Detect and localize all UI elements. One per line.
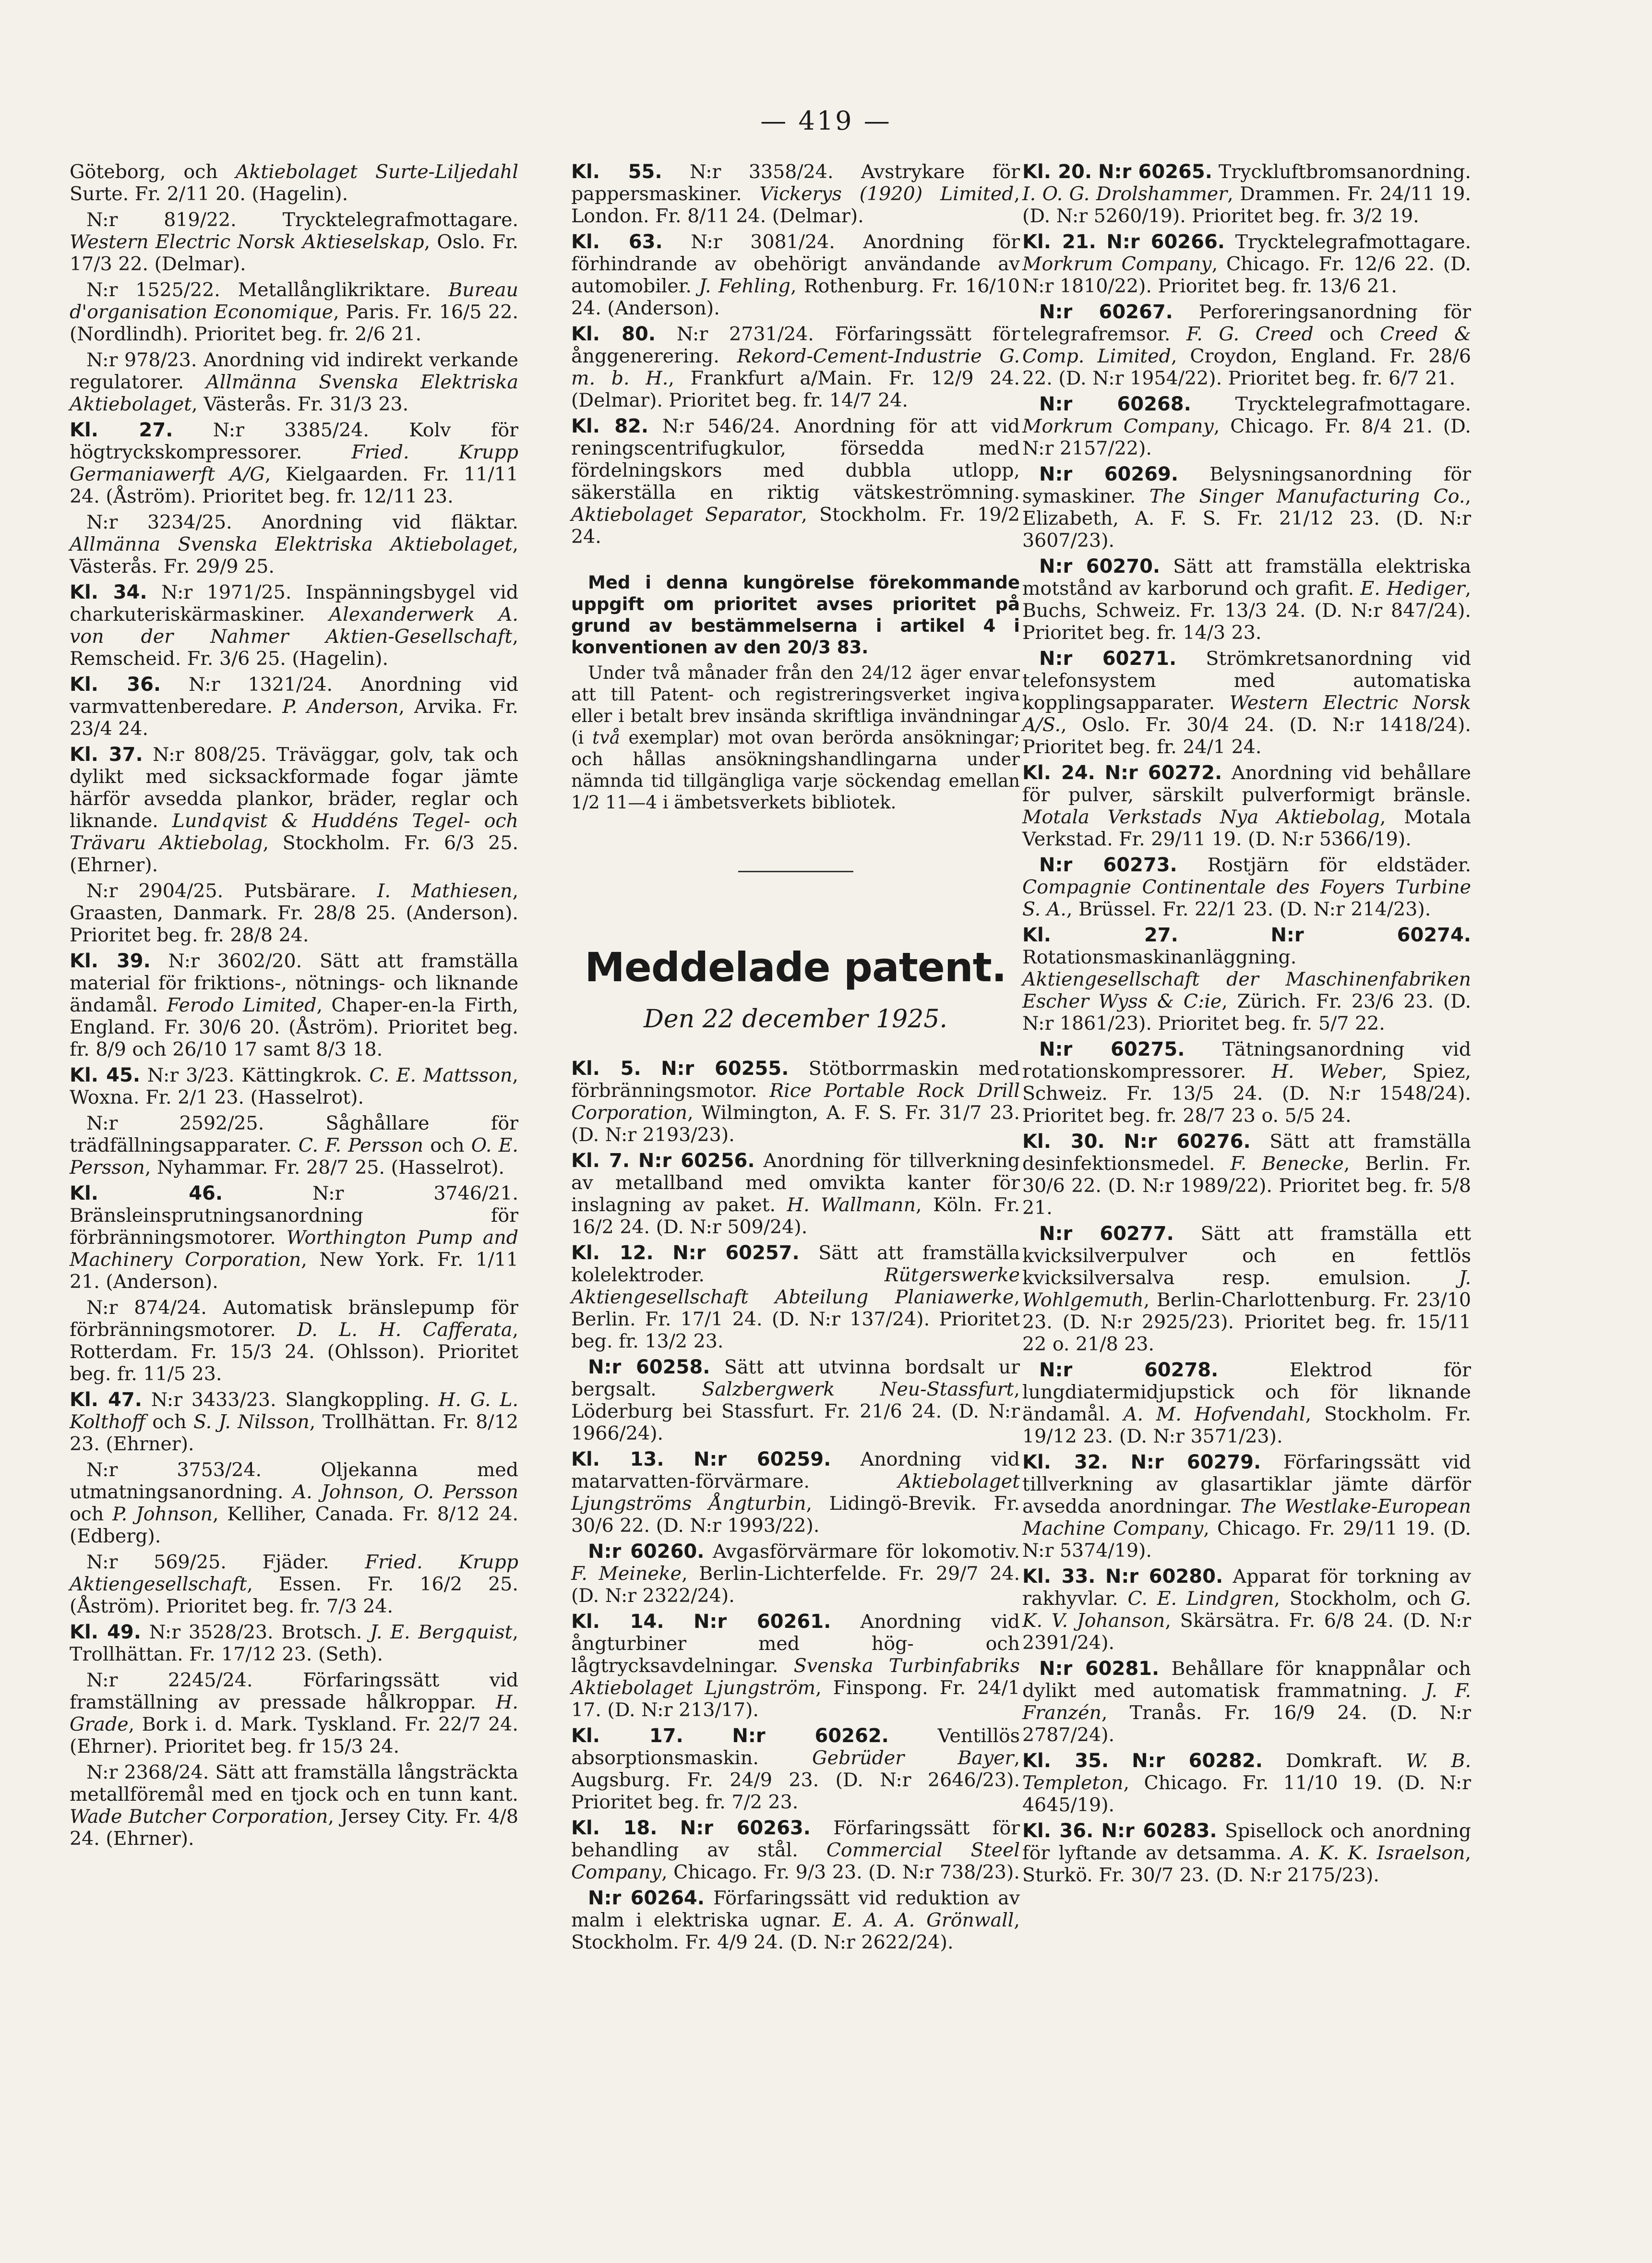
patent-entry: Kl. 49. N:r 3528/23. Brotsch. J. E. Bergquist, Trollhättan. Fr. 17/12 23. (Seth). [70,1621,519,1665]
patent-entry: N:r 2245/24. Förfaringssätt vid framställning av pressade hålkroppar. H. Grade, Bork i. d. Mark. Tyskland. Fr. 22/7 24. (Ehrner). Prioritet beg. fr 15/3 24. [70,1669,518,1757]
patent-entry: Kl. 63. N:r 3081/24. Anordning för förhindrande av obehörigt användande av automobiler. J. Fehling, Rothenburg. Fr. 16/10 24. (Anderson). [571,231,1020,319]
patent-entry: Kl. 37. N:r 808/25. Träväggar, golv, tak och dylikt med sicksackformade fogar jämte härför avsedda plankor, bräder, reglar och liknande. Lundqvist & Huddéns Tegel- och Trävaru Aktiebolag, Stockholm. Fr. 6/3 25. (Ehrner). [70,744,519,876]
patent-entry: Kl. 55. N:r 3358/24. Avstrykare för pappersmaskiner. Vickerys (1920) Limited, London. Fr. 8/11 24. (Delmar). [571,161,1020,227]
patent-entry: Kl. 14. N:r 60261. Anordning vid ångturbiner med hög- och lågtrycksavdelningar. Svenska Turbinfabriks Aktiebolaget Ljungström, Finspong. Fr. 24/1 17. (D. N:r 213/17). [571,1611,1020,1721]
section-date: Den 22 december 1925. [644,1005,947,1034]
patent-entry: N:r 60267. Perforeringsanordning för telegrafremsor. F. G. Creed och Creed & Comp. Limited, Croydon, England. Fr. 28/6 22. (D. N:r 1954/22). Prioritet beg. fr. 6/7 21. [1022,301,1472,389]
patent-entry: Kl. 20. N:r 60265. Tryckluftbromsanordning. I. O. G. Drolshammer, Drammen. Fr. 24/11 19. (D. N:r 5260/19). Prioritet beg. fr. 3/2 19. [1022,161,1471,227]
patent-entry: Kl. 33. N:r 60280. Apparat för torkning av rakhyvlar. C. E. Lindgren, Stockholm, och G. K. V. Johanson, Skärsätra. Fr. 6/8 24. (D. N:r 2391/24). [1022,1565,1472,1654]
patent-entry: N:r 1525/22. Metallånglikriktare. Bureau d'organisation Economique, Paris. Fr. 16/5 22. (Nordlindh). Prioritet beg. fr. 2/6 21. [70,279,519,345]
patent-entry: N:r 2904/25. Putsbärare. I. Mathiesen, Graasten, Danmark. Fr. 28/8 25. (Anderson). Prioritet beg. fr. 28/8 24. [70,880,519,946]
patent-entry: Kl. 34. N:r 1971/25. Inspänningsbygel vid charkuteriskärmaskiner. Alexanderwerk A. von der Nahmer Aktien-Gesellschaft, Remscheid. Fr. 3/6 25. (Hagelin). [70,581,518,670]
patent-entry: N:r 569/25. Fjäder. Fried. Krupp Aktiengesellschaft, Essen. Fr. 16/2 25. (Åström). Prioritet beg. fr. 7/3 24. [70,1551,518,1617]
column-3-entries [1022,161,1471,1886]
patent-entry: Kl. 17. N:r 60262. Ventillös absorptionsmaskin. Gebrüder Bayer, Augsburg. Fr. 24/9 23. (D. N:r 2646/23). Prioritet beg. fr. 7/2 23. [571,1725,1020,1813]
patent-entry: N:r 60269. Belysningsanordning för symaskiner. The Singer Manufacturing Co., Elizabeth, A. F. S. Fr. 21/12 23. (D. N:r 3607/23). [1022,463,1471,552]
patent-entry: Kl. 45. N:r 3/23. Kättingkrok. C. E. Mattsson, Woxna. Fr. 2/1 23. (Hasselrot). [70,1064,518,1108]
column-1 [70,161,518,1854]
patent-entry: N:r 60258. Sätt att utvinna bordsalt ur bergsalt. Salzbergwerk Neu-Stassfurt, Löderburg bei Stassfurt. Fr. 21/6 24. (D. N:r 1966/24). [571,1356,1020,1444]
patent-entry: Kl. 7. N:r 60256. Anordning för tillverkning av metallband med omvikta kanter för inslagning av paket. H. Wallmann, Köln. Fr. 16/2 24. (D. N:r 509/24). [571,1150,1020,1238]
patent-entry: Kl. 24. N:r 60272. Anordning vid behållare för pulver, särskilt pulverformigt bränsle. Motala Verkstads Nya Aktiebolag, Motala Verkstad. Fr. 29/11 19. (D. N:r 5366/19). [1022,762,1472,850]
patent-entry: N:r 60277. Sätt att framställa ett kvicksilverpulver och en fettlös kvicksilversalva resp. emulsion. J. Wohlgemuth, Berlin-Charlottenburg. Fr. 23/10 23. (D. N:r 2925/23). Prioritet beg. fr. 15/11 22 o. 21/8 23. [1022,1223,1471,1355]
patent-entry: N:r 2368/24. Sätt att framställa långsträckta metallföremål med en tjock och en tunn kant. Wade Butcher Corporation, Jersey City. Fr. 4/8 24. (Ehrner). [70,1761,518,1850]
patent-entry: N:r 60260. Avgasförvärmare för lokomotiv. F. Meineke, Berlin-Lichterfelde. Fr. 29/7 24. (D. N:r 2322/24). [571,1541,1020,1607]
patent-entry: Kl. 36. N:r 60283. Spisellock och anordning för lyftande av detsamma. A. K. K. Israelson, Sturkö. Fr. 30/7 23. (D. N:r 2175/23). [1022,1820,1472,1886]
patent-entry: Kl. 30. N:r 60276. Sätt att framställa desinfektionsmedel. F. Benecke, Berlin. Fr. 30/6 22. (D. N:r 1989/22). Prioritet beg. fr. 5/8 21. [1022,1131,1472,1219]
objection-notice [571,572,1020,813]
patent-entry: N:r 60268. Trycktelegrafmottagare. Morkrum Company, Chicago. Fr. 8/4 21. (D. N:r 2157/22). [1022,393,1472,459]
patent-entry: N:r 60281. Behållare för knappnålar och dylikt med automatisk frammatning. J. F. Franzén, Tranås. Fr. 16/9 24. (D. N:r 2787/24). [1022,1658,1471,1746]
column-2-bottom-entries [571,1058,1020,1953]
patent-entry: Kl. 36. N:r 1321/24. Anordning vid varmvattenberedare. P. Anderson, Arvika. Fr. 23/4 24. [70,674,519,740]
column-2 [571,161,1020,1957]
patent-entry: Kl. 5. N:r 60255. Stötborrmaskin med förbränningsmotor. Rice Portable Rock Drill Corporation, Wilmington, A. F. S. Fr. 31/7 23. (D. N:r 2193/23). [571,1058,1020,1146]
patent-entry: N:r 60275. Tätningsanordning vid rotationskompressorer. H. Weber, Spiez, Schweiz. Fr. 13/5 24. (D. N:r 1548/24). Prioritet beg. fr. 28/7 23 o. 5/5 24. [1022,1038,1472,1127]
patent-entry: Kl. 12. N:r 60257. Sätt att framställa kolelektroder. Rütgerswerke Aktiengesellschaft Abteilung Planiawerke, Berlin. Fr. 17/1 24. (D. N:r 137/24). Prioritet beg. fr. 13/2 23. [571,1242,1020,1352]
patent-entry: Kl. 27. N:r 60274. Rotationsmaskinanläggning. Aktiengesellschaft der Maschinenfabriken Escher Wyss & C:ie, Zürich. Fr. 23/6 23. (D. N:r 1861/23). Prioritet beg. fr. 5/7 22. [1022,924,1472,1035]
page-number: — 419 — [760,106,892,136]
patent-entry: Kl. 27. N:r 3385/24. Kolv för högtryckskompressorer. Fried. Krupp Germaniawerft A/G, Kielgaarden. Fr. 11/11 24. (Åström). Prioritet beg. fr. 12/11 23. [70,419,519,507]
section-title: Meddelade patent. [585,944,1006,991]
patent-entry: Kl. 46. N:r 3746/21. Bränsleinsprutningsanordning för förbränningsmotorer. Worthington Pump and Machinery Corporation, New York. Fr. 1/11 21. (Anderson). [70,1182,519,1293]
patent-entry: N:r 3234/25. Anordning vid fläktar. Allmänna Svenska Elektriska Aktiebolaget, Västerås. Fr. 29/9 25. [70,511,518,578]
column-3 [1022,161,1471,1890]
patent-entry: Kl. 35. N:r 60282. Domkraft. W. B. Templeton, Chicago. Fr. 11/10 19. (D. N:r 4645/19). [1022,1750,1471,1816]
patent-entry: N:r 978/23. Anordning vid indirekt verkande regulatorer. Allmänna Svenska Elektriska Aktiebolaget, Västerås. Fr. 31/3 23. [70,349,518,415]
patent-entry: Kl. 47. N:r 3433/23. Slangkoppling. H. G. L. Kolthoff och S. J. Nilsson, Trollhättan. Fr. 8/12 23. (Ehrner). [70,1389,519,1455]
patent-entry: Kl. 18. N:r 60263. Förfaringssätt för behandling av stål. Commercial Steel Company, Chicago. Fr. 9/3 23. (D. N:r 738/23). [571,1817,1020,1883]
column-1-entries [70,161,518,1850]
objection-period-notice: Under två månader från den 24/12 äger envar att till Patent- och registreringsverket ingiva eller i betalt brev insända skriftliga invändningar (i två exemplar) mot ovan berörda ansökningar; och hållas ansökningshandlingarna under nämnda tid tillgängliga varje söckendag emellan 1/2 11—4 i ämbetsverkets bibliotek. [571,662,1020,813]
patent-entry: N:r 60264. Förfaringssätt vid reduktion av malm i elektriska ugnar. E. A. A. Grönwall, Stockholm. Fr. 4/9 24. (D. N:r 2622/24). [571,1887,1020,1953]
patent-entry: Kl. 32. N:r 60279. Förfaringssätt vid tillverkning av glasartiklar jämte därför avsedda anordningar. The Westlake-European Machine Company, Chicago. Fr. 29/11 19. (D. N:r 5374/19). [1022,1451,1472,1562]
patent-entry: Kl. 13. N:r 60259. Anordning vid matarvatten-förvärmare. Aktiebolaget Ljungströms Ångturbin, Lidingö-Brevik. Fr. 30/6 22. (D. N:r 1993/22). [571,1448,1020,1537]
patent-entry: N:r 819/22. Trycktelegrafmottagare. Western Electric Norsk Aktieselskap, Oslo. Fr. 17/3 22. (Delmar). [70,209,518,275]
patent-entry: N:r 2592/25. Såghållare för trädfällningsapparater. C. F. Persson och O. E. Persson, Nyhammar. Fr. 28/7 25. (Hasselrot). [70,1112,518,1179]
column-2-top-entries [571,161,1020,548]
patent-entry: N:r 60278. Elektrod för lungdiatermidjupstick och för liknande ändamål. A. M. Hofvendahl, Stockholm. Fr. 19/12 23. (D. N:r 3571/23). [1022,1359,1472,1447]
patent-entry: N:r 60273. Rostjärn för eldstäder. Compagnie Continentale des Foyers Turbine S. A., Brüssel. Fr. 22/1 23. (D. N:r 214/23). [1022,854,1472,920]
patent-entry: N:r 60270. Sätt att framställa elektriska motstånd av karborund och grafit. E. Hediger, Buchs, Schweiz. Fr. 13/3 24. (D. N:r 847/24). Prioritet beg. fr. 14/3 23. [1022,555,1472,644]
patent-entry: Göteborg, och Aktiebolaget Surte-Liljedahl Surte. Fr. 2/11 20. (Hagelin). [70,161,518,205]
patent-entry: N:r 874/24. Automatisk bränslepump för förbränningsmotorer. D. L. H. Cafferata, Rotterdam. Fr. 15/3 24. (Ohlsson). Prioritet beg. fr. 11/5 23. [70,1297,519,1385]
patent-entry: N:r 60271. Strömkretsanordning vid telefonsystem med automatiska kopplingsapparater. Western Electric Norsk A/S., Oslo. Fr. 30/4 24. (D. N:r 1418/24). Prioritet beg. fr. 24/1 24. [1022,648,1471,758]
patent-entry: N:r 3753/24. Oljekanna med utmatningsanordning. A. Johnson, O. Persson och P. Johnson, Kelliher, Canada. Fr. 8/12 24. (Edberg). [70,1459,519,1547]
patent-entry: Kl. 82. N:r 546/24. Anordning för att vid reningscentrifugkulor, försedda med fördelningskors med dubbla utlopp, säkerställa en riktig vätskeströmning. Aktiebolaget Separator, Stockholm. Fr. 19/2 24. [571,415,1020,548]
patent-entry: Kl. 21. N:r 60266. Trycktelegrafmottagare. Morkrum Company, Chicago. Fr. 12/6 22. (D. N:r 1810/22). Prioritet beg. fr. 13/6 21. [1022,231,1471,297]
patent-entry: Kl. 39. N:r 3602/20. Sätt att framställa material för friktions-, nötnings- och liknande ändamål. Ferodo Limited, Chaper-en-la Firth, England. Fr. 30/6 20. (Åström). Prioritet beg. fr. 8/9 och 26/10 17 samt 8/3 18. [70,950,519,1060]
patent-entry: Kl. 80. N:r 2731/24. Förfaringssätt för ånggenerering. Rekord-Cement-Industrie G. m. b. H., Frankfurt a/Main. Fr. 12/9 24. (Delmar). Prioritet beg. fr. 14/7 24. [571,323,1020,411]
section-divider [738,871,853,872]
priority-notice: Med i denna kungörelse förekommande uppgift om prioritet avses prioritet på grund av bestämmelserna i artikel 4 i konventionen av den 20/3 83. [571,572,1020,658]
